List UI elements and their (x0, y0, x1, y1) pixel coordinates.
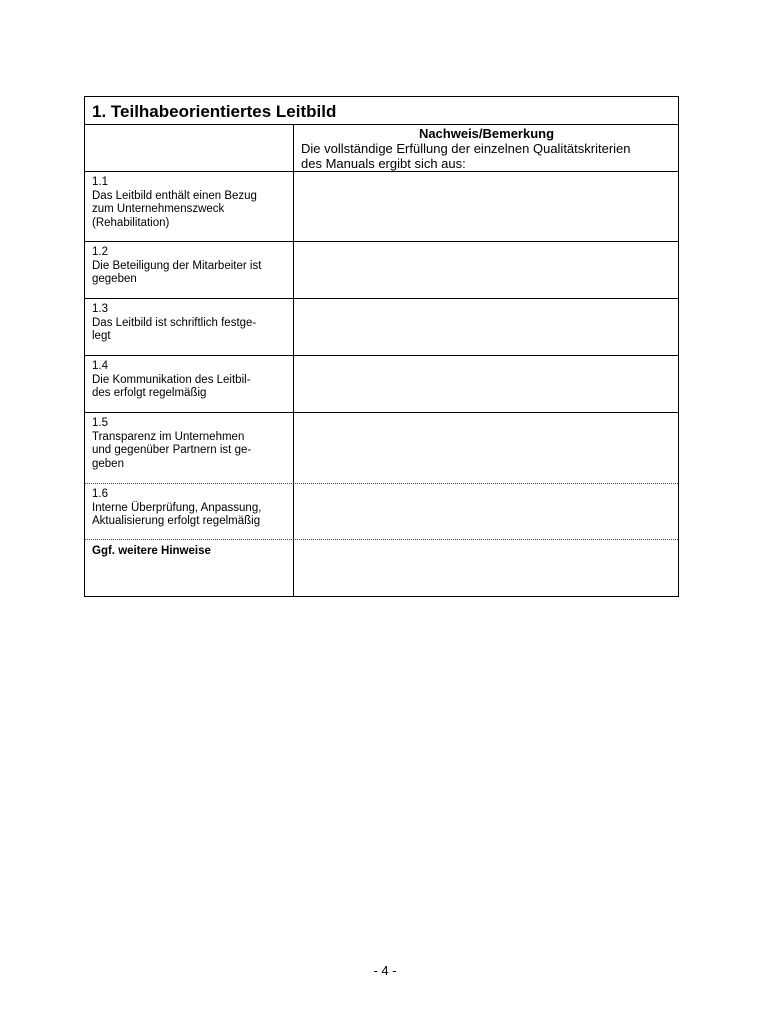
criterion-text-line: Transparenz im Unternehmen (92, 430, 245, 443)
criterion-text-line: und gegenüber Partnern ist ge- (92, 444, 252, 456)
evidence-field-1-4[interactable] (294, 356, 678, 412)
notes-label: Ggf. weitere Hinweise (85, 540, 294, 596)
criterion-text-line: gegeben (92, 273, 137, 285)
criterion-cell (85, 356, 294, 412)
criterion-cell (85, 484, 294, 539)
evidence-field-1-5[interactable] (294, 413, 678, 483)
quality-criteria-table (84, 96, 679, 597)
criterion-row-1-4 (85, 356, 678, 413)
criterion-row-1-1 (85, 172, 678, 242)
criterion-cell (85, 172, 294, 241)
criterion-number: 1.5 (92, 417, 108, 429)
notes-field[interactable] (294, 540, 678, 596)
criterion-text-line: Die Kommunikation des Leitbil- (92, 373, 251, 386)
evidence-field-1-2[interactable] (294, 242, 678, 298)
criterion-row-1-6 (85, 484, 678, 540)
criterion-text-line: legt (92, 330, 111, 342)
evidence-field-1-6[interactable] (294, 484, 678, 539)
criterion-text-line: (Rehabilitation) (92, 216, 170, 229)
criterion-text-line: Interne Überprüfung, Anpassung, (92, 501, 262, 514)
page-number: - 4 - (373, 963, 397, 978)
evidence-field-1-3[interactable] (294, 299, 678, 355)
notes-row (85, 540, 678, 596)
evidence-column-text-line2: des Manuals ergibt sich aus: (301, 156, 466, 171)
criterion-number: 1.3 (92, 303, 108, 315)
criterion-text-line: Das Leitbild enthält einen Bezug (92, 189, 257, 202)
criterion-text-line: Das Leitbild ist schriftlich festge- (92, 316, 257, 329)
criterion-cell (85, 413, 294, 483)
criterion-number: 1.1 (92, 176, 108, 188)
criterion-text-line: geben (92, 457, 124, 470)
evidence-column-header (294, 125, 678, 171)
evidence-field-1-1[interactable] (294, 172, 678, 241)
criterion-cell (85, 242, 294, 298)
criterion-row-1-5 (85, 413, 678, 484)
criterion-row-1-2 (85, 242, 678, 299)
criterion-text-line: Die Beteiligung der Mitarbeiter ist (92, 259, 262, 272)
criterion-text-line: zum Unternehmenszweck (92, 203, 225, 215)
table-header-row (85, 125, 678, 172)
header-empty-cell (85, 125, 294, 171)
criterion-cell (85, 299, 294, 355)
criterion-number: 1.6 (92, 488, 108, 500)
criterion-row-1-3 (85, 299, 678, 356)
criterion-text-line: Aktualisierung erfolgt regelmäßig (92, 515, 261, 527)
evidence-column-text-line1: Die vollständige Erfüllung der einzelnen Qualitätskriterien (301, 141, 631, 156)
section-title: 1. Teilhabeorientiertes Leitbild (85, 97, 678, 125)
criterion-text-line: des erfolgt regelmäßig (92, 387, 207, 399)
evidence-column-title: Nachweis/Bemerkung (418, 126, 555, 141)
criterion-number: 1.4 (92, 360, 108, 372)
criterion-number: 1.2 (92, 246, 108, 258)
